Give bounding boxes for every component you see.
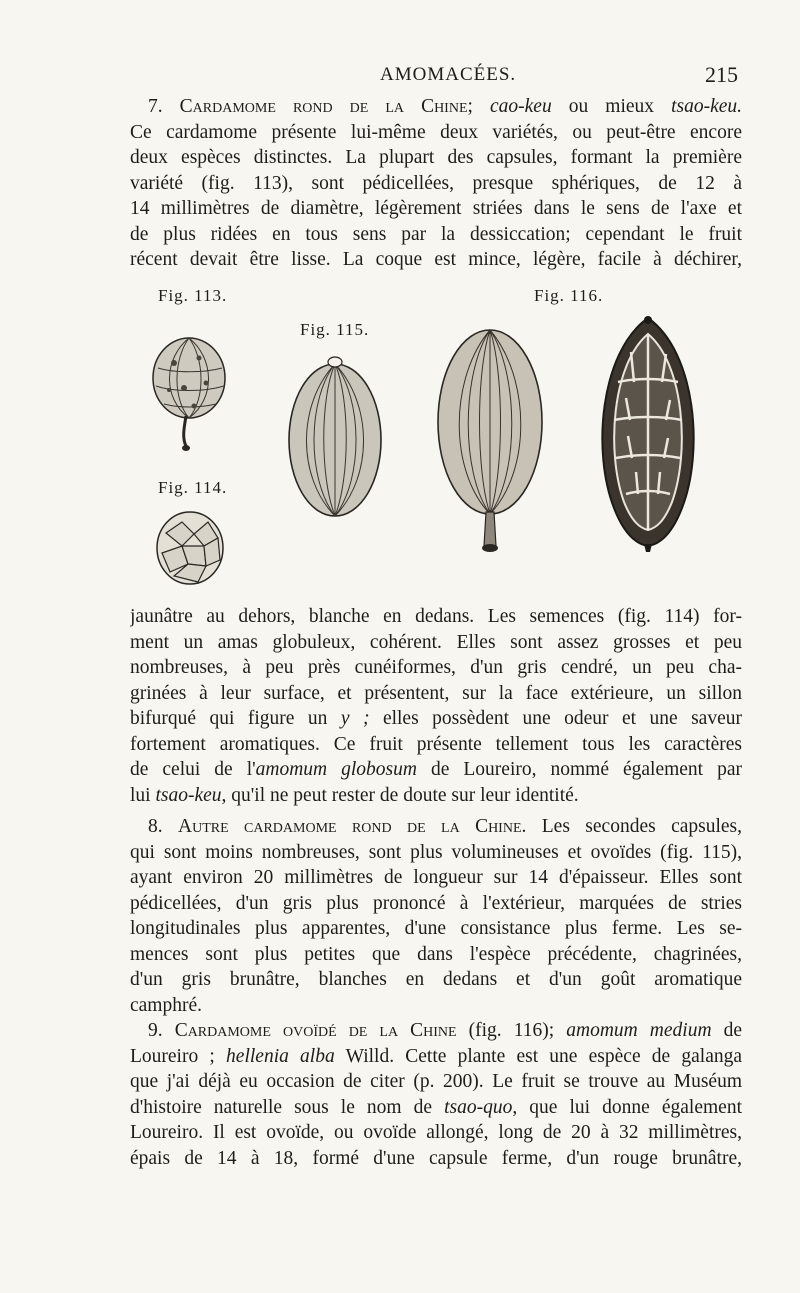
text-fragment: de Loureiro, nommé également par <box>416 759 742 780</box>
item-title: Autre cardamome rond de la Chine. <box>178 816 527 837</box>
fig-113-label: Fig. 113. <box>158 286 228 305</box>
page-number: 215 <box>705 62 738 87</box>
vernacular-name: tsao-quo <box>444 1096 513 1118</box>
text-fragment: de <box>711 1020 742 1041</box>
vernacular-name: tsao-keu. <box>671 96 742 117</box>
text-line: ayant environ 20 millimètres de longueur sur 14 d'épaisseur. Elles sont <box>130 867 742 888</box>
text-line <box>130 814 742 840</box>
text-fragment: Willd. Cette plante est une espèce de galanga <box>334 1045 742 1067</box>
text-line: Ce cardamome présente lui-même deux variétés, ou peut-être encore <box>130 121 742 143</box>
text-line: camphré. <box>130 994 203 1016</box>
text-fragment: , que lui donne également <box>512 1096 742 1118</box>
fig-116-sectioned-capsule-drawing <box>586 312 710 552</box>
item-title: Cardamome ovoïdé de la Chine <box>174 1020 457 1041</box>
text-fragment: , qu'il ne peut rester de doute sur leur identité. <box>221 784 579 806</box>
text-line: deux espèces distinctes. La plupart des capsules, formant la première <box>130 147 742 168</box>
paragraph-8 <box>130 814 742 1018</box>
page-header <box>130 62 740 92</box>
fig-114-seed-mass-drawing <box>154 508 226 588</box>
running-title: AMOMACÉES. <box>380 64 517 85</box>
text-fragment: lui <box>130 784 151 806</box>
item-title: Cardamome rond de la Chine; <box>179 96 473 117</box>
fig-113-round-capsule-drawing <box>144 328 234 458</box>
text-line: nombreuses, à peu près cunéiformes, d'un gris cendré, un peu cha- <box>130 657 742 678</box>
italic-letter: y ; <box>340 708 370 729</box>
text-fragment: de celui de l' <box>130 759 256 780</box>
text-line <box>130 1018 742 1044</box>
fig-114-label: Fig. 114. <box>158 478 228 497</box>
paragraph-7-continued <box>130 604 742 808</box>
text-line: épais de 14 à 18, formé d'une capsule ferme, d'un rouge brunâtre, <box>130 1147 742 1169</box>
vernacular-name: tsao-keu <box>155 784 222 806</box>
text-fragment: ou mieux <box>551 96 672 117</box>
species-name: amomum medium <box>566 1020 712 1041</box>
fig-116-ovoid-capsule-exterior-drawing <box>430 322 550 558</box>
text-line: ment un amas globuleux, cohérent. Elles sont assez grosses et peu <box>130 631 742 653</box>
text-fragment: (fig. 116); <box>456 1020 555 1041</box>
text-line <box>130 706 742 732</box>
text-fragment: Les secondes capsules, <box>526 816 742 837</box>
text-line: mences sont plus petites que dans l'espèce précédente, chagrinées, <box>130 943 742 965</box>
item-number: 8. <box>148 816 163 837</box>
text-line: longitudinales plus apparentes, d'une consistance plus ferme. Les se- <box>130 918 742 939</box>
text-line <box>130 783 742 809</box>
text-line <box>130 1095 742 1121</box>
text-fragment: Loureiro ; <box>130 1045 215 1067</box>
species-name: amomum globosum <box>255 759 417 780</box>
text-line <box>130 757 742 783</box>
text-fragment: bifurqué qui figure un <box>130 708 328 729</box>
text-line: pédicellées, d'un gris plus prononcé à l'extérieur, marquées de stries <box>130 892 742 914</box>
paragraph-9 <box>130 1018 742 1171</box>
text-line: d'un gris brunâtre, blanches en dedans et d'un goût aromatique <box>130 969 742 990</box>
text-line: qui sont moins nombreuses, sont plus volumineuses et ovoïdes (fig. 115), <box>130 841 742 863</box>
text-line: de plus ridées en tous sens par la dessiccation; cependant le fruit <box>130 223 742 245</box>
text-line: 14 millimètres de diamètre, légèrement striées dans le sens de l'axe et <box>130 198 742 219</box>
text-line <box>130 94 742 120</box>
text-line: fortement aromatiques. Ce fruit présente tellement tous les caractères <box>130 733 742 755</box>
text-line: récent devait être lisse. La coque est mince, légère, facile à déchirer, <box>130 249 742 270</box>
text-line: grinées à leur surface, et présentent, sur la face extérieure, un sillon <box>130 682 742 704</box>
text-fragment: elles possèdent une odeur et une saveur <box>369 708 742 729</box>
vernacular-name: cao-keu <box>489 96 552 117</box>
text-line: Loureiro. Il est ovoïde, ou ovoïde allongé, long de 20 à 32 millimètres, <box>130 1122 742 1143</box>
fig-116-label: Fig. 116. <box>534 286 604 305</box>
paragraph-7 <box>130 94 742 273</box>
item-number: 7. <box>148 96 163 117</box>
text-line: que j'ai déjà eu occasion de citer (p. 200). Le fruit se trouve au Muséum <box>130 1071 742 1092</box>
fig-115-label: Fig. 115. <box>300 320 370 339</box>
text-fragment: d'histoire naturelle sous le nom de <box>130 1096 433 1118</box>
text-line: variété (fig. 113), sont pédicellées, presque sphériques, de 12 à <box>130 172 742 194</box>
fig-115-ovoid-capsule-drawing <box>280 348 390 524</box>
species-name: hellenia alba <box>226 1045 335 1067</box>
figure-plate <box>130 282 742 602</box>
text-line <box>130 1044 742 1070</box>
text-line: jaunâtre au dehors, blanche en dedans. Les semences (fig. 114) for- <box>130 606 742 627</box>
item-number: 9. <box>148 1020 163 1041</box>
